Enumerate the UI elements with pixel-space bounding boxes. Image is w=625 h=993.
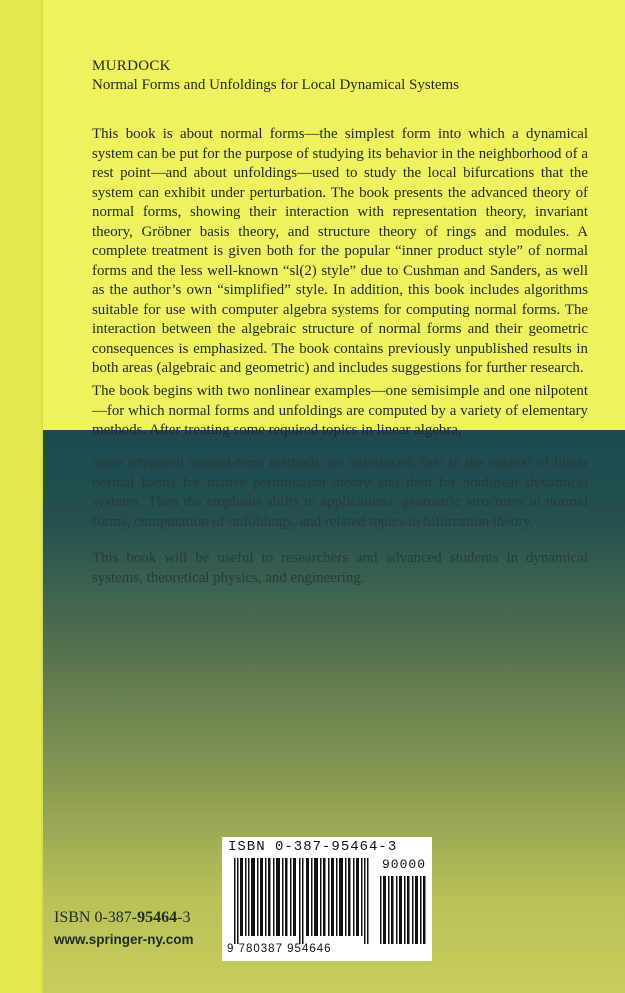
isbn-bold-part: 95464 xyxy=(137,909,178,926)
ean-digits: 9 780387 954646 xyxy=(227,943,332,955)
isbn-label xyxy=(54,909,190,927)
ean-barcode-bars xyxy=(226,858,376,944)
isbn-suffix: -3 xyxy=(177,909,191,926)
description-paragraph-3: more advanced normal-form methods are introduced, first in the context of linear normal forms for matrix perturbation theory and then for nonlinear dynamical systems. Then the emphasis shifts to applications: geometric structures in normal forms, computation of unfoldings, and related topics in bifurcation theory. xyxy=(92,455,588,530)
description-paragraph-2: The book begins with two nonlinear examples—one semisimple and one nilpotent—for which normal forms and unfoldings are computed by a variety of elementary methods. After treating some required topics in linear algebra, xyxy=(92,383,588,438)
isbn-prefix: ISBN 0-387- xyxy=(54,909,138,926)
book-spine-edge xyxy=(0,0,43,993)
description-paragraph-1: This book is about normal forms—the simplest form into which a dynamical system can be put for the purpose of studying its behavior in the neighborhood of a rest point—and about unfoldings—used to study the local bifurcations that the system can exhibit under perturbation. The book presents the advanced theory of normal forms, showing their interaction with representation theory, invariant theory, Gröbner basis theory, and structure theory of rings and modules. A complete treatment is given both for the popular “inner product style” of normal forms and the less well-known “sl(2) style” due to Cushman and Sanders, as well as the author’s own “simplified” style. In addition, this book includes algorithms suitable for use with computer algebra systems for computing normal forms. The interaction between the algebraic structure of normal forms and their geometric consequences is emphasized. The book contains previously unpublished results in both areas (algebraic and geometric) and includes suggestions for further research. xyxy=(92,126,588,376)
publisher-website: www.springer-ny.com xyxy=(54,932,194,947)
description-paragraph-4: This book will be useful to researchers and advanced students in dynamical systems, theoretical physics, and engineering. xyxy=(92,550,588,586)
cover-header xyxy=(92,57,459,95)
author-name: MURDOCK xyxy=(92,58,171,74)
barcode xyxy=(222,837,432,961)
barcode-isbn-text: ISBN 0-387-95464-3 xyxy=(228,839,398,855)
book-title: Normal Forms and Unfoldings for Local Dynamical Systems xyxy=(92,77,460,93)
addon-digits: 90000 xyxy=(382,857,427,872)
